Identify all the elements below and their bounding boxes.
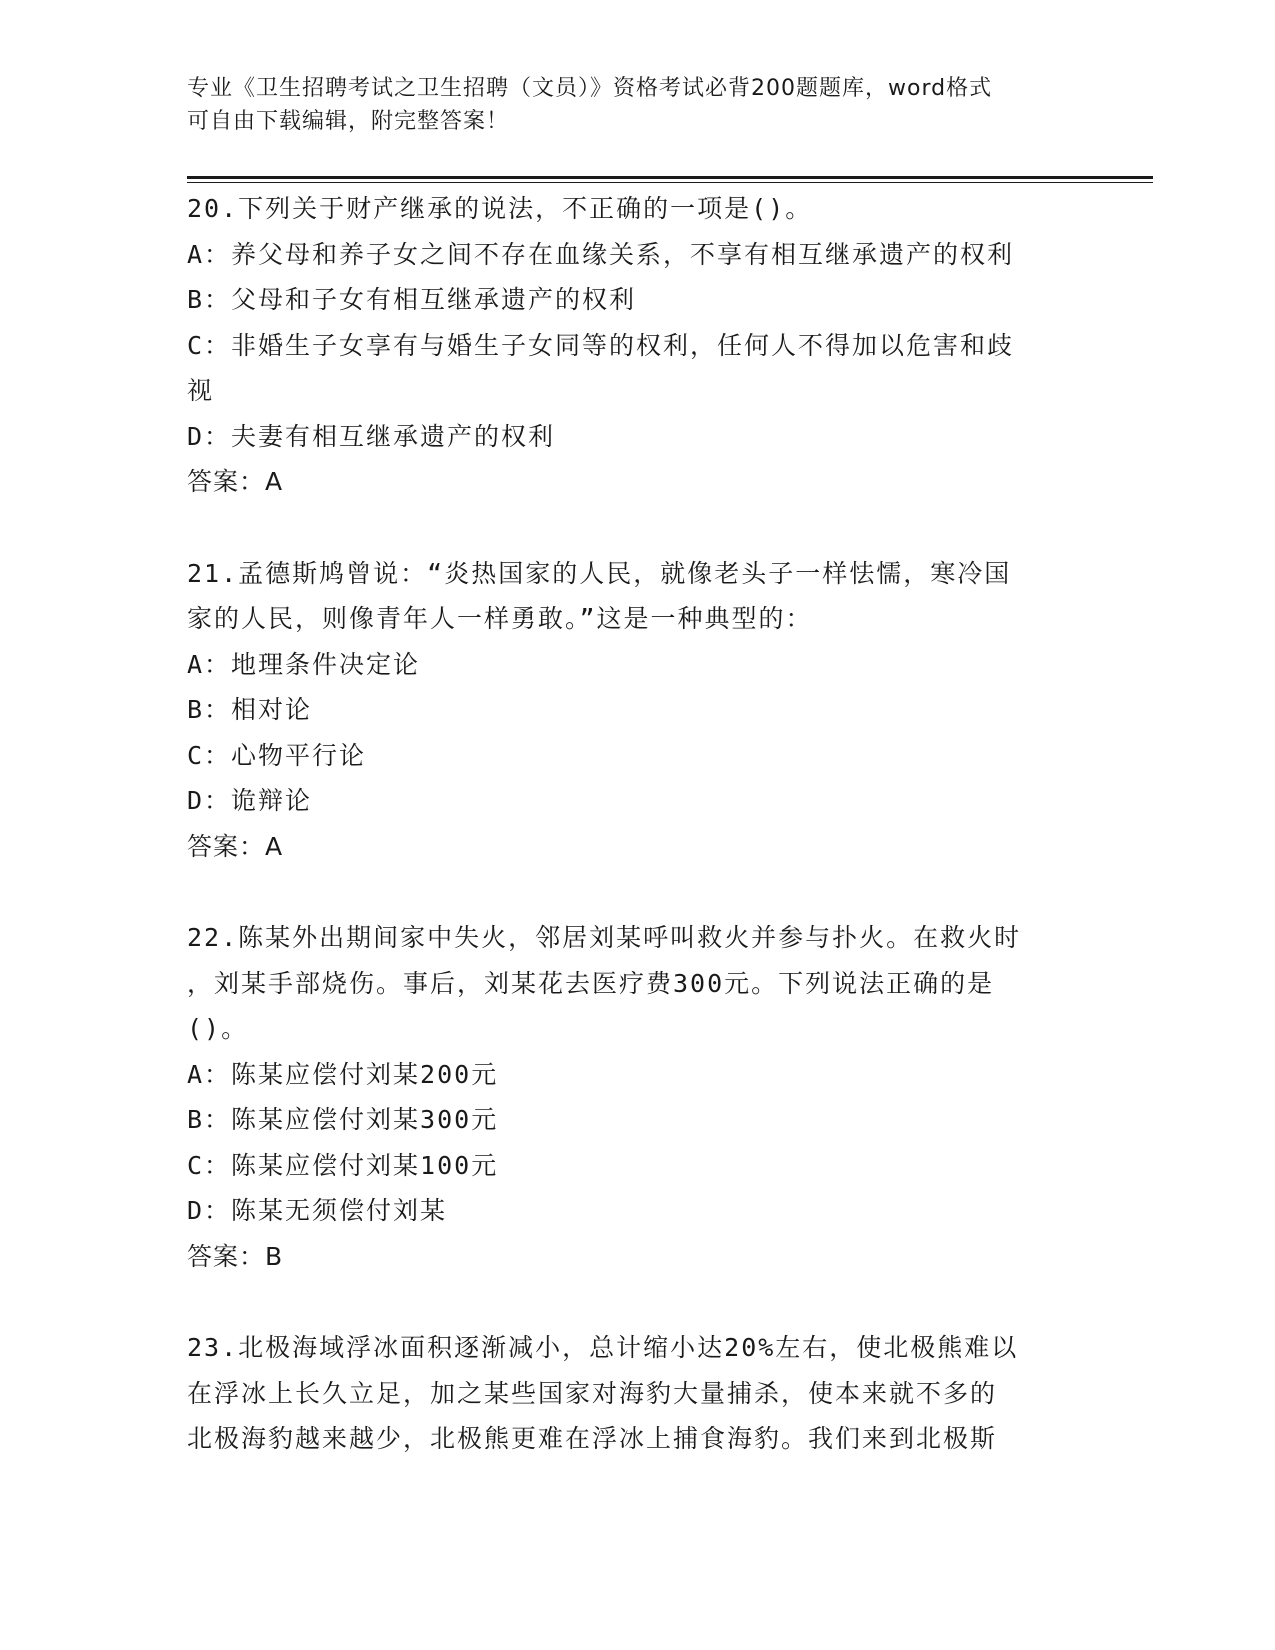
page-header — [187, 72, 1087, 138]
question-stem-line: 20.下列关于财产继承的说法，不正确的一项是()。 — [187, 194, 813, 223]
option-line: A：地理条件决定论 — [187, 649, 421, 679]
option-line: D：夫妻有相互继承遗产的权利 — [187, 421, 556, 451]
question-block — [187, 915, 1067, 1279]
answer-line: 答案：A — [187, 467, 284, 496]
option-line: B：父母和子女有相互继承遗产的权利 — [187, 285, 637, 314]
question-list — [187, 186, 1067, 1462]
header-rule-thin — [187, 182, 1153, 183]
question-stem-line: 家的人民，则像青年人一样勇敢。”这是一种典型的： — [187, 604, 813, 633]
question-stem-line: 21.孟德斯鸠曾说：“炎热国家的人民，就像老头子一样怯懦，寒冷国 — [187, 558, 1012, 588]
header-line-1: 专业《卫生招聘考试之卫生招聘（文员）》资格考试必背200题题库，word格式 — [187, 76, 993, 101]
question-block — [187, 186, 1067, 505]
question-gap — [187, 1279, 1067, 1325]
answer-line: 答案：B — [187, 1241, 284, 1271]
option-line: C：非婚生子女享有与婚生子女同等的权利，任何人不得加以危害和歧 — [187, 330, 1015, 360]
question-stem-line: ，刘某手部烧伤。事后，刘某花去医疗费300元。下列说法正确的是 — [187, 968, 995, 998]
question-stem-line: 23.北极海域浮冰面积逐渐减小，总计缩小达20%左右，使北极熊难以 — [187, 1333, 1019, 1362]
option-line: D：诡辩论 — [187, 786, 313, 815]
question-stem-line: 北极海豹越来越少，北极熊更难在浮冰上捕食海豹。我们来到北极斯 — [187, 1424, 998, 1453]
question-block — [187, 551, 1067, 870]
option-line: D：陈某无须偿付刘某 — [187, 1196, 448, 1225]
option-line: B：相对论 — [187, 695, 313, 724]
question-stem-line: 22.陈某外出期间家中失火，邻居刘某呼叫救火并参与扑火。在救火时 — [187, 923, 1022, 952]
question-block — [187, 1325, 1067, 1462]
option-line: C：陈某应偿付刘某100元 — [187, 1150, 499, 1180]
option-line: 视 — [187, 376, 215, 405]
header-line-2: 可自由下载编辑，附完整答案！ — [187, 109, 510, 134]
answer-line: 答案：A — [187, 831, 284, 861]
question-gap — [187, 869, 1067, 915]
option-line: C：心物平行论 — [187, 740, 367, 770]
option-line: A：陈某应偿付刘某200元 — [187, 1059, 499, 1089]
question-gap — [187, 505, 1067, 551]
question-stem-line: ()。 — [187, 1014, 249, 1043]
question-stem-line: 在浮冰上长久立足，加之某些国家对海豹大量捕杀，使本来就不多的 — [187, 1378, 998, 1408]
option-line: A：养父母和养子女之间不存在血缘关系，不享有相互继承遗产的权利 — [187, 239, 1015, 269]
option-line: B：陈某应偿付刘某300元 — [187, 1105, 499, 1134]
header-rule-thick — [187, 176, 1153, 179]
